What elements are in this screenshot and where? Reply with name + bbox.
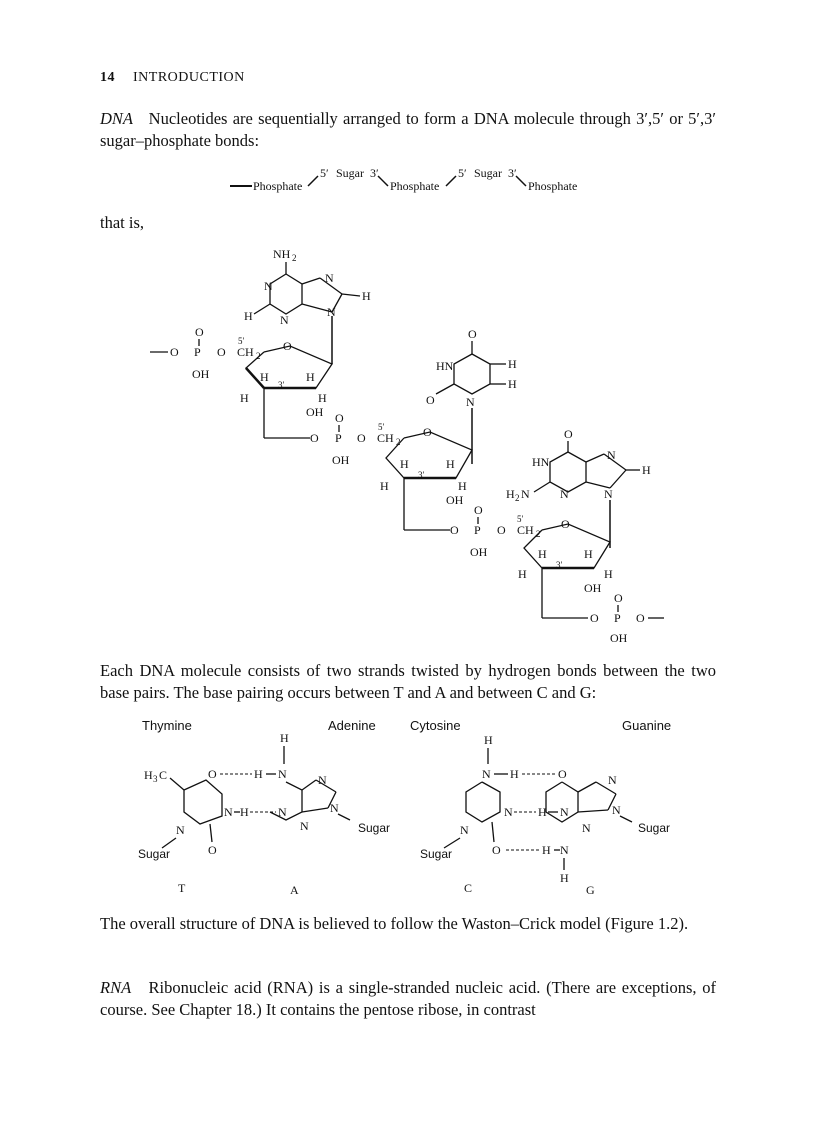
svg-text:N: N bbox=[278, 805, 287, 819]
section-title: INTRODUCTION bbox=[133, 70, 245, 85]
svg-text:O: O bbox=[170, 345, 179, 359]
nucleotide-1 bbox=[150, 325, 332, 438]
svg-text:O: O bbox=[195, 325, 204, 339]
cytosine-guanine-pair bbox=[420, 733, 670, 897]
adenine-base bbox=[244, 247, 371, 364]
svg-text:2: 2 bbox=[396, 437, 401, 447]
svg-text:OH: OH bbox=[610, 631, 628, 645]
svg-text:H: H bbox=[560, 871, 569, 885]
svg-text:N: N bbox=[612, 803, 621, 817]
letter-a: A bbox=[290, 883, 299, 897]
rna-term: RNA bbox=[100, 978, 132, 997]
svg-text:N: N bbox=[466, 395, 475, 409]
rna-paragraph-text: Ribonucleic acid (RNA) is a single-stranded nucleic acid. (There are exceptions, of course. See Chapter 18.) It contains the pentose ribose, in contrast bbox=[100, 978, 717, 1019]
sugar-phosphate-scheme bbox=[220, 160, 610, 200]
page-number: 14 bbox=[100, 70, 115, 85]
scheme-bond bbox=[378, 176, 388, 186]
svg-text:OH: OH bbox=[332, 453, 350, 467]
letter-g: G bbox=[586, 883, 595, 897]
svg-text:N: N bbox=[264, 279, 273, 293]
letter-t: T bbox=[178, 881, 186, 895]
dna-paragraph-text: Nucleotides are sequentially arranged to form a DNA molecule through 3′,5′ or 5′,3′ sugar–phosphate bonds: bbox=[100, 109, 717, 150]
svg-text:3′: 3′ bbox=[278, 380, 285, 390]
svg-text:OH: OH bbox=[470, 545, 488, 559]
svg-text:HN: HN bbox=[436, 359, 454, 373]
svg-text:H: H bbox=[510, 767, 519, 781]
svg-text:H: H bbox=[254, 767, 263, 781]
svg-text:N: N bbox=[604, 487, 613, 501]
svg-text:H: H bbox=[362, 289, 371, 303]
svg-text:H: H bbox=[642, 463, 651, 477]
nucleotide-2 bbox=[310, 411, 472, 530]
svg-text:O: O bbox=[468, 327, 477, 341]
svg-text:Sugar: Sugar bbox=[138, 847, 171, 861]
svg-text:O: O bbox=[208, 843, 217, 857]
base-pairs-figure bbox=[130, 712, 690, 902]
scheme-sugar-1: Sugar bbox=[336, 166, 364, 180]
uracil-base bbox=[426, 327, 517, 464]
svg-text:N: N bbox=[325, 271, 334, 285]
svg-text:3′: 3′ bbox=[556, 560, 563, 570]
svg-text:N: N bbox=[300, 819, 309, 833]
scheme-sugar-2: Sugar bbox=[474, 166, 502, 180]
svg-text:N: N bbox=[460, 823, 469, 837]
watson-crick-paragraph: The overall structure of DNA is believed to follow the Waston–Crick model (Figure 1.2). bbox=[100, 914, 689, 933]
svg-text:H: H bbox=[380, 479, 389, 493]
that-is-text: that is, bbox=[100, 213, 144, 232]
svg-text:N: N bbox=[560, 843, 569, 857]
svg-text:N: N bbox=[330, 801, 339, 815]
svg-text:Sugar: Sugar bbox=[420, 847, 453, 861]
trinucleotide-structure bbox=[140, 238, 680, 658]
svg-text:N: N bbox=[560, 805, 569, 819]
svg-text:O: O bbox=[558, 767, 567, 781]
guanine-label: Guanine bbox=[622, 718, 672, 733]
svg-text:O: O bbox=[561, 517, 570, 531]
svg-text:P: P bbox=[614, 611, 621, 625]
svg-text:N: N bbox=[327, 305, 336, 319]
svg-text:H: H bbox=[458, 479, 467, 493]
scheme-five-prime-2: 5′ bbox=[458, 166, 467, 180]
svg-text:O: O bbox=[590, 611, 599, 625]
svg-text:NH: NH bbox=[273, 247, 291, 261]
svg-text:P: P bbox=[194, 345, 201, 359]
svg-text:H: H bbox=[508, 377, 517, 391]
svg-text:H: H bbox=[240, 391, 249, 405]
svg-text:5′: 5′ bbox=[238, 336, 245, 346]
svg-text:N: N bbox=[224, 805, 233, 819]
svg-text:2: 2 bbox=[515, 493, 520, 503]
svg-text:N: N bbox=[608, 773, 617, 787]
svg-text:Sugar: Sugar bbox=[638, 821, 671, 835]
svg-text:H: H bbox=[542, 843, 551, 857]
svg-text:H: H bbox=[144, 768, 153, 782]
svg-text:P: P bbox=[474, 523, 481, 537]
scheme-bond bbox=[308, 176, 318, 186]
dna-paragraph bbox=[100, 108, 716, 152]
cytosine-label: Cytosine bbox=[410, 718, 461, 733]
scheme-bond bbox=[446, 176, 456, 186]
svg-text:CH: CH bbox=[237, 345, 254, 359]
svg-text:H: H bbox=[318, 391, 327, 405]
scheme-phosphate-1: Phosphate bbox=[253, 179, 303, 193]
svg-text:N: N bbox=[176, 823, 185, 837]
svg-text:OH: OH bbox=[584, 581, 602, 595]
svg-text:O: O bbox=[636, 611, 645, 625]
nucleotide-3 bbox=[450, 503, 664, 645]
svg-text:2: 2 bbox=[292, 253, 297, 263]
svg-text:N: N bbox=[504, 805, 513, 819]
svg-text:N: N bbox=[280, 313, 289, 327]
svg-text:OH: OH bbox=[306, 405, 324, 419]
svg-text:O: O bbox=[208, 767, 217, 781]
svg-text:H: H bbox=[584, 547, 593, 561]
scheme-phosphate-3: Phosphate bbox=[528, 179, 578, 193]
running-header bbox=[100, 70, 245, 86]
dna-term: DNA bbox=[100, 109, 133, 128]
svg-text:H: H bbox=[240, 805, 249, 819]
svg-text:H: H bbox=[538, 547, 547, 561]
svg-text:H: H bbox=[280, 731, 289, 745]
svg-text:O: O bbox=[217, 345, 226, 359]
svg-text:2: 2 bbox=[536, 529, 541, 539]
svg-text:5′: 5′ bbox=[517, 514, 524, 524]
svg-text:H: H bbox=[538, 805, 547, 819]
svg-text:O: O bbox=[497, 523, 506, 537]
svg-text:H: H bbox=[506, 487, 515, 501]
svg-text:O: O bbox=[423, 425, 432, 439]
scheme-bond bbox=[516, 176, 526, 186]
svg-text:H: H bbox=[508, 357, 517, 371]
svg-text:O: O bbox=[335, 411, 344, 425]
letter-c: C bbox=[464, 881, 473, 895]
svg-text:3′: 3′ bbox=[418, 470, 425, 480]
svg-text:O: O bbox=[357, 431, 366, 445]
adenine-label: Adenine bbox=[328, 718, 376, 733]
scheme-phosphate-2: Phosphate bbox=[390, 179, 440, 193]
svg-text:HN: HN bbox=[532, 455, 550, 469]
thymine-adenine-pair bbox=[138, 731, 390, 897]
scheme-five-prime-1: 5′ bbox=[320, 166, 329, 180]
svg-text:O: O bbox=[614, 591, 623, 605]
svg-text:H: H bbox=[306, 370, 315, 384]
svg-text:P: P bbox=[335, 431, 342, 445]
svg-text:OH: OH bbox=[192, 367, 210, 381]
svg-text:5′: 5′ bbox=[378, 422, 385, 432]
svg-text:H: H bbox=[400, 457, 409, 471]
svg-text:OH: OH bbox=[446, 493, 464, 507]
rna-paragraph bbox=[100, 977, 716, 1021]
svg-text:N: N bbox=[607, 448, 616, 462]
svg-text:N: N bbox=[560, 487, 569, 501]
svg-text:N: N bbox=[521, 487, 530, 501]
thymine-label: Thymine bbox=[142, 718, 192, 733]
svg-text:N: N bbox=[582, 821, 591, 835]
svg-text:Sugar: Sugar bbox=[358, 821, 391, 835]
scheme-three-prime-1: 3′ bbox=[370, 166, 379, 180]
svg-text:H: H bbox=[484, 733, 493, 747]
scheme-three-prime-2: 3′ bbox=[508, 166, 517, 180]
svg-text:H: H bbox=[518, 567, 527, 581]
svg-text:H: H bbox=[244, 309, 253, 323]
svg-text:CH: CH bbox=[517, 523, 534, 537]
svg-text:N: N bbox=[318, 773, 327, 787]
svg-text:O: O bbox=[283, 339, 292, 353]
svg-text:O: O bbox=[426, 393, 435, 407]
svg-text:O: O bbox=[310, 431, 319, 445]
svg-text:C: C bbox=[159, 768, 168, 782]
svg-text:H: H bbox=[604, 567, 613, 581]
svg-text:O: O bbox=[474, 503, 483, 517]
svg-text:N: N bbox=[482, 767, 491, 781]
svg-text:3: 3 bbox=[153, 774, 158, 784]
svg-text:CH: CH bbox=[377, 431, 394, 445]
svg-text:O: O bbox=[564, 427, 573, 441]
base-pairing-paragraph: Each DNA molecule consists of two strands twisted by hydrogen bonds between the two base pairs. The base pairing occurs between T and A and between C and G: bbox=[100, 661, 716, 702]
svg-text:N: N bbox=[278, 767, 287, 781]
svg-text:2: 2 bbox=[256, 351, 261, 361]
svg-text:O: O bbox=[492, 843, 501, 857]
svg-text:O: O bbox=[450, 523, 459, 537]
svg-text:H: H bbox=[446, 457, 455, 471]
svg-text:H: H bbox=[260, 370, 269, 384]
